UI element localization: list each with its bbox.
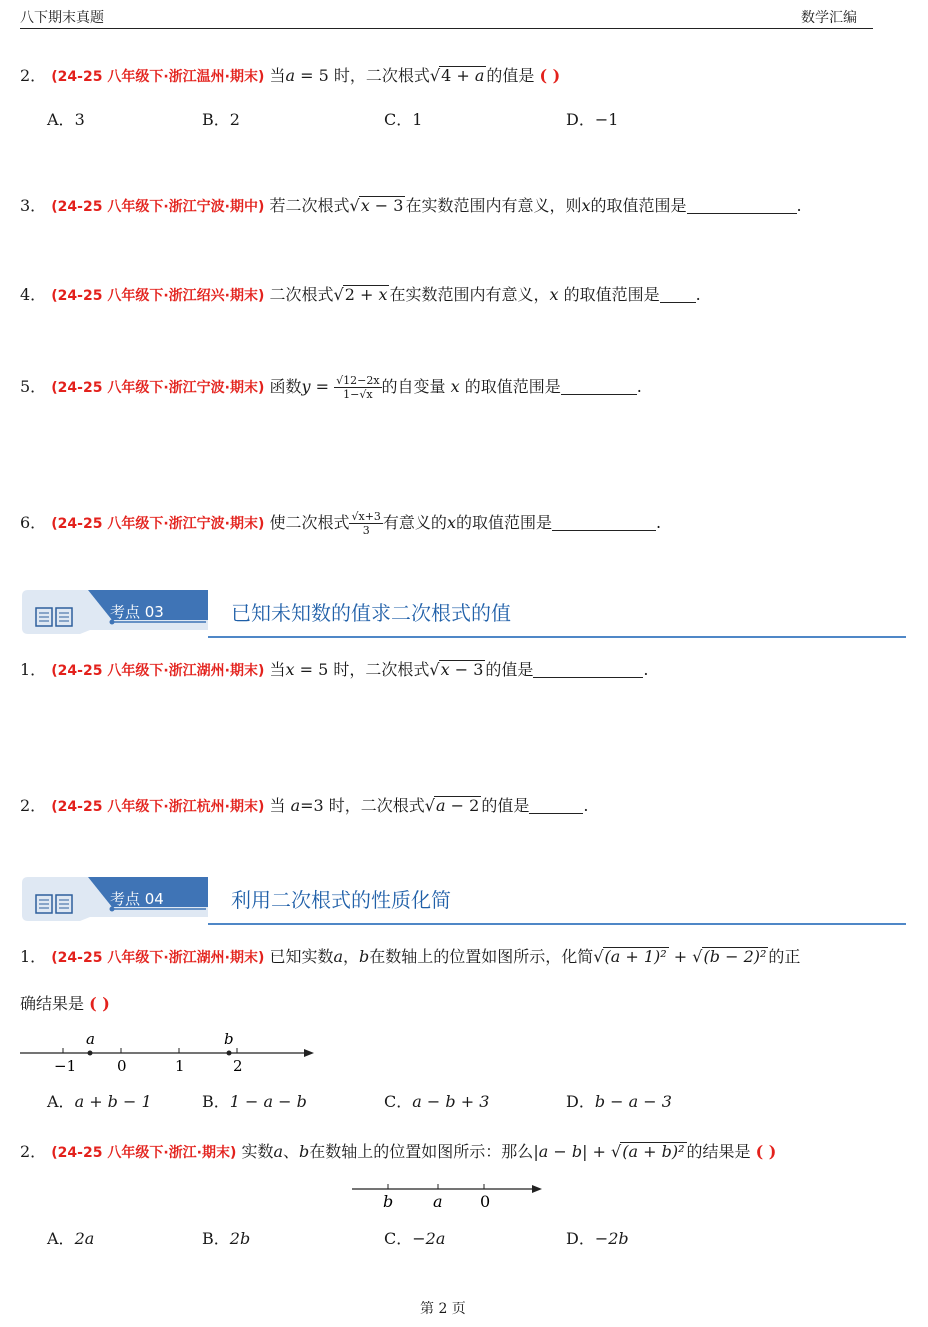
math-var: a	[273, 1142, 284, 1161]
question-text: = 5 时，二次根式	[295, 66, 430, 85]
question-source: (24-25 八年级下·浙江湖州·期末)	[51, 950, 265, 966]
point-label: b	[383, 1192, 394, 1211]
number-line-2	[350, 1172, 550, 1212]
option-text: 2a	[74, 1229, 95, 1248]
math-var: x	[285, 660, 295, 679]
radicand-part: − 3	[449, 660, 484, 679]
tick-label: 2	[233, 1057, 243, 1075]
math-var: x	[581, 196, 591, 215]
question-source: (24-25 八年级下·浙江杭州·期末)	[51, 799, 265, 815]
option-a[interactable]	[47, 1089, 152, 1112]
option-text: a + b − 1	[74, 1092, 152, 1111]
punctuation: 、	[283, 1142, 300, 1161]
page-number: 第 2 页	[420, 1301, 466, 1317]
question-2-a	[20, 65, 560, 88]
question-source: (24-25 八年级下·浙江宁波·期中)	[51, 199, 265, 215]
section-03-title: 已知未知数的值求二次根式的值	[231, 601, 511, 625]
question-text: 实数	[241, 1142, 274, 1161]
option-label: C．	[384, 110, 413, 129]
option-label: D．	[566, 1229, 595, 1248]
option-label: B．	[202, 1229, 230, 1248]
section-03-tag: 考点 03	[110, 603, 164, 621]
option-text: b − a − 3	[594, 1092, 672, 1111]
question-number: 3．	[20, 196, 47, 215]
option-label: B．	[202, 110, 230, 129]
question-text: 在实数范围内有意义，则	[405, 196, 582, 215]
fraction-denominator: 1−√x	[343, 388, 373, 401]
section-04-title: 利用二次根式的性质化简	[231, 888, 451, 912]
question-text: 的取值范围是	[455, 513, 552, 532]
question-text: =3 时，二次根式	[300, 796, 425, 815]
question-text: 使二次根式	[269, 513, 350, 532]
math-var: x	[450, 377, 460, 396]
question-1-c	[20, 946, 800, 969]
sqrt-symbol: √	[424, 796, 435, 815]
math-var: a	[436, 796, 446, 815]
question-number: 4．	[20, 285, 47, 304]
option-d[interactable]	[566, 1089, 672, 1112]
axis-arrow	[304, 1049, 314, 1057]
sqrt-symbol: √	[593, 947, 604, 966]
answer-blank[interactable]	[529, 797, 583, 814]
number-line-1	[18, 1028, 318, 1076]
equals: =	[310, 377, 335, 396]
option-a[interactable]	[47, 1226, 94, 1249]
question-5-a	[20, 374, 642, 401]
question-text: 确结果是	[20, 994, 85, 1013]
option-text: −1	[594, 110, 619, 129]
tick-label: 0	[117, 1057, 127, 1075]
question-3-a	[20, 195, 802, 218]
question-2-c	[20, 1141, 776, 1164]
math-var: a	[290, 796, 301, 815]
radicand-part: 4 +	[441, 66, 475, 85]
answer-paren: ( )	[755, 1142, 777, 1161]
math-var: y	[301, 377, 311, 396]
point-label: b	[224, 1030, 234, 1048]
question-text: 在实数范围内有意义，	[389, 285, 550, 304]
option-label: B．	[202, 1092, 230, 1111]
option-text: 2b	[229, 1229, 251, 1248]
math-var: a	[474, 66, 485, 85]
option-a[interactable]	[47, 107, 85, 130]
question-text: 的正	[768, 947, 801, 966]
section-03-rule	[208, 636, 906, 638]
option-text: a − b + 3	[412, 1092, 490, 1111]
fraction	[349, 510, 382, 537]
point-b	[227, 1051, 232, 1056]
option-b[interactable]	[202, 1089, 307, 1112]
radicand	[343, 285, 390, 304]
option-text: −2a	[412, 1229, 446, 1248]
radicand: (a + b)²	[622, 1142, 685, 1161]
option-text: 2	[229, 110, 240, 129]
math-var: a	[285, 66, 296, 85]
sqrt-symbol: √	[692, 947, 703, 966]
question-number: 5．	[20, 377, 47, 396]
plus: +	[668, 947, 693, 966]
point-label: a	[86, 1030, 95, 1048]
option-text: 1	[412, 110, 423, 129]
question-text: 在数轴上的位置如图所示：那么	[309, 1142, 534, 1161]
option-label: D．	[566, 1092, 595, 1111]
question-text: 的值是	[485, 660, 534, 679]
option-b[interactable]	[202, 1226, 250, 1249]
question-number: 2．	[20, 1142, 47, 1161]
period: .	[636, 377, 642, 396]
sqrt-symbol: √	[429, 660, 440, 679]
section-04-rule	[208, 923, 906, 925]
period: .	[695, 285, 701, 304]
answer-blank[interactable]	[552, 514, 656, 531]
question-text: 的值是	[481, 796, 530, 815]
option-c[interactable]	[384, 1226, 445, 1249]
answer-blank[interactable]	[561, 378, 637, 395]
question-number: 6．	[20, 513, 47, 532]
option-text: 3	[74, 110, 85, 129]
option-label: A．	[47, 110, 75, 129]
sqrt-symbol: √	[333, 285, 344, 304]
period: .	[643, 660, 649, 679]
fraction-numerator: √x+3	[351, 510, 381, 523]
header-rule	[20, 28, 873, 29]
answer-blank[interactable]	[533, 661, 643, 678]
question-source: (24-25 八年级下·浙江绍兴·期末)	[51, 288, 265, 304]
question-1-c-line2	[20, 993, 110, 1015]
period: .	[796, 196, 802, 215]
radicand	[439, 66, 486, 85]
question-source: (24-25 八年级下·浙江宁波·期末)	[51, 516, 265, 532]
option-label: C．	[384, 1092, 413, 1111]
question-text: 二次根式	[269, 285, 334, 304]
question-text: 在数轴上的位置如图所示，化简	[369, 947, 594, 966]
option-c[interactable]	[384, 107, 422, 130]
radicand-part: − 2	[445, 796, 480, 815]
question-text: 当	[269, 796, 291, 815]
question-number: 1．	[20, 660, 47, 679]
fraction	[334, 374, 381, 401]
absolute-value: |a − b|	[533, 1142, 588, 1161]
punctuation: ，	[343, 947, 360, 966]
tick-label: −1	[54, 1057, 77, 1075]
question-4-a	[20, 284, 701, 307]
header-title: 八下期末真题	[20, 10, 104, 26]
radicand: (b − 2)²	[703, 947, 767, 966]
question-number: 2．	[20, 796, 47, 815]
answer-paren: ( )	[89, 994, 110, 1013]
section-04-tag: 考点 04	[110, 890, 164, 908]
question-1-b	[20, 659, 648, 682]
question-text: 的取值范围是	[590, 196, 687, 215]
radicand	[439, 660, 486, 679]
radicand-part: − 3	[369, 196, 404, 215]
point-a	[88, 1051, 93, 1056]
question-source: (24-25 八年级下·浙江宁波·期末)	[51, 380, 265, 396]
radicand	[359, 196, 406, 215]
math-var: x	[378, 285, 388, 304]
plus: +	[587, 1142, 612, 1161]
option-c[interactable]	[384, 1089, 489, 1112]
answer-blank[interactable]	[687, 197, 797, 214]
fraction-denominator: 3	[362, 524, 370, 537]
question-text: = 5 时，二次根式	[294, 660, 430, 679]
math-var: x	[360, 196, 370, 215]
question-text: 当	[269, 660, 286, 679]
option-b[interactable]	[202, 107, 240, 130]
question-source: (24-25 八年级下·浙江湖州·期末)	[51, 663, 265, 679]
math-var: b	[299, 1142, 310, 1161]
math-var: x	[440, 660, 450, 679]
option-label: D．	[566, 110, 595, 129]
tick-label: 0	[480, 1192, 491, 1211]
option-label: C．	[384, 1229, 413, 1248]
question-text: 的取值范围是	[558, 285, 660, 304]
radicand-part: 2 +	[344, 285, 379, 304]
period: .	[655, 513, 662, 532]
question-text: 已知实数	[269, 947, 334, 966]
answer-paren: ( )	[539, 66, 561, 85]
option-d[interactable]	[566, 107, 618, 130]
sqrt-symbol: √	[429, 66, 441, 85]
radicand	[434, 796, 481, 815]
fraction-numerator: √12−2x	[336, 374, 380, 387]
question-text: 的值是	[486, 66, 535, 85]
period: .	[583, 796, 589, 815]
axis-arrow	[532, 1185, 542, 1193]
math-var: x	[549, 285, 559, 304]
question-text: 当	[269, 66, 286, 85]
math-var: x	[446, 513, 456, 532]
sqrt-symbol: √	[349, 196, 360, 215]
question-text: 的自变量	[381, 377, 451, 396]
option-text: −2b	[594, 1229, 629, 1248]
option-label: A．	[47, 1092, 75, 1111]
question-6-a	[20, 510, 661, 537]
question-2-b	[20, 795, 588, 818]
sqrt-symbol: √	[611, 1142, 622, 1161]
option-label: A．	[47, 1229, 75, 1248]
question-text: 有意义的	[382, 513, 447, 532]
answer-blank[interactable]	[660, 286, 696, 303]
question-text: 函数	[269, 377, 302, 396]
option-d[interactable]	[566, 1226, 629, 1249]
question-source: (24-25 八年级下·浙江·期末)	[51, 1145, 237, 1161]
point-label: a	[433, 1192, 443, 1211]
question-text: 的取值范围是	[459, 377, 561, 396]
math-var: a	[333, 947, 344, 966]
option-text: 1 − a − b	[229, 1092, 307, 1111]
radicand: (a + 1)²	[604, 947, 667, 966]
question-number: 1．	[20, 947, 47, 966]
header-subject: 数学汇编	[801, 10, 857, 26]
question-text: 若二次根式	[269, 196, 350, 215]
tick-label: 1	[175, 1057, 185, 1075]
math-var: b	[359, 947, 370, 966]
question-number: 2．	[20, 66, 47, 85]
question-text: 的结果是	[686, 1142, 751, 1161]
question-source: (24-25 八年级下·浙江温州·期末)	[51, 69, 265, 85]
